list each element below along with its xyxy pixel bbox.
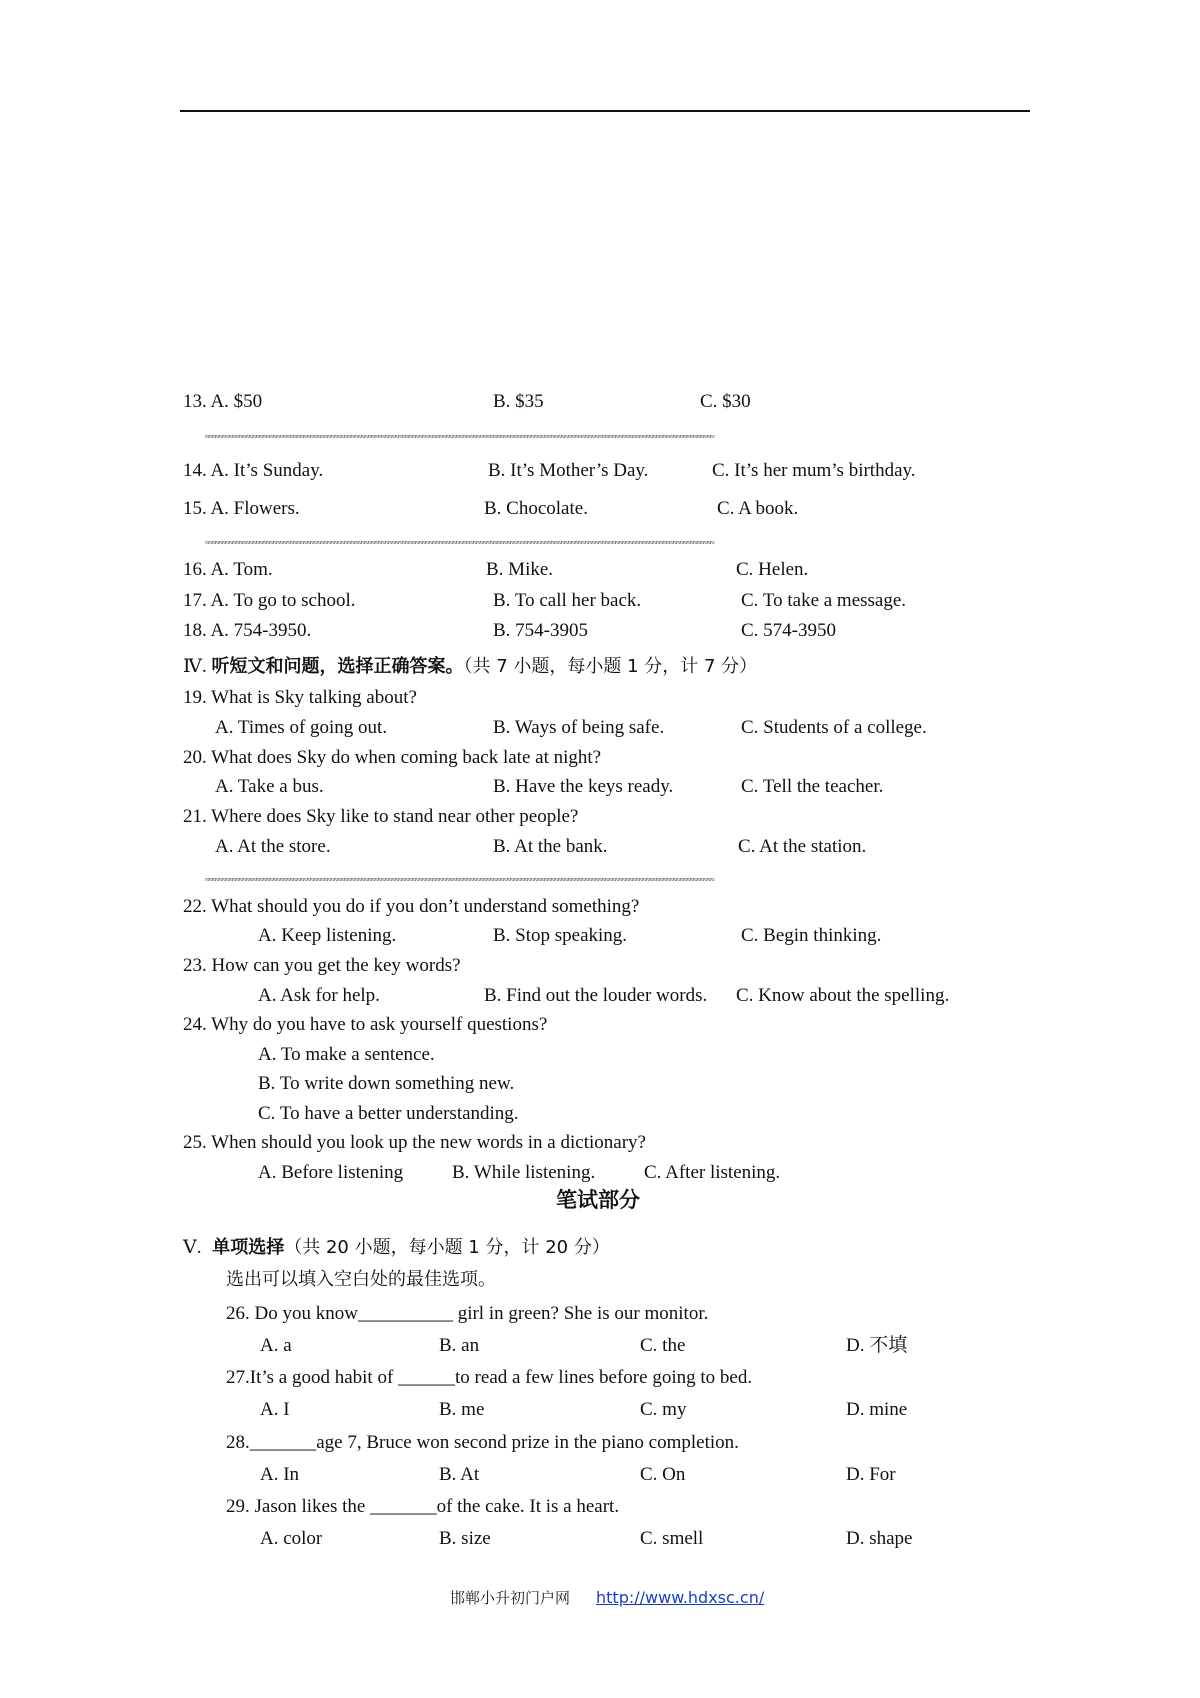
q23-option-c: C. Know about the spelling. [736, 985, 950, 1006]
q15-option-b: B. Chocolate. [484, 498, 588, 519]
q24-option-c: C. To have a better understanding. [258, 1103, 519, 1124]
q26-option-c: C. the [640, 1335, 686, 1356]
q20-question: 20. What does Sky do when coming back late at night? [183, 747, 602, 768]
q28-question: 28._______age 7, Bruce won second prize in the piano completion. [226, 1432, 739, 1453]
q16-option-c: C. Helen. [736, 559, 809, 580]
q24-option-b: B. To write down something new. [258, 1073, 515, 1094]
q14-option-a: 14. A. It’s Sunday. [183, 460, 324, 481]
q14-option-b: B. It’s Mother’s Day. [488, 460, 649, 481]
q16-option-a: 16. A. Tom. [183, 559, 273, 580]
q29-option-b: B. size [439, 1528, 491, 1549]
q21-question: 21. Where does Sky like to stand near other people? [183, 806, 579, 827]
section-5-number: Ⅴ. [183, 1237, 202, 1258]
q26-question: 26. Do you know__________ girl in green? She is our monitor. [226, 1303, 709, 1324]
page-footer [450, 1588, 764, 1609]
q24-question: 24. Why do you have to ask yourself questions? [183, 1014, 548, 1035]
wavy-divider: ≈≈≈≈≈≈≈≈≈≈≈≈≈≈≈≈≈≈≈≈≈≈≈≈≈≈≈≈≈≈≈≈≈≈≈≈≈≈≈≈≈≈≈≈≈≈≈≈≈≈≈≈≈≈≈≈≈≈≈≈≈≈≈≈≈≈≈≈≈≈≈≈≈≈≈≈≈≈≈≈≈≈≈≈≈≈≈≈≈≈≈≈≈≈≈≈≈≈≈≈≈≈≈≈≈≈≈≈≈≈≈≈≈≈≈≈≈≈≈≈≈≈≈≈≈≈≈≈≈≈≈≈≈≈≈≈≈≈≈≈≈≈≈≈≈≈≈≈≈≈ [205, 538, 714, 547]
q29-option-d: D. shape [846, 1528, 913, 1549]
q25-question: 25. When should you look up the new words in a dictionary? [183, 1132, 646, 1153]
q18-option-c: C. 574-3950 [741, 620, 836, 641]
section-4-title: 听短文和问题，选择正确答案。 [211, 656, 464, 677]
q23-option-b: B. Find out the louder words. [484, 985, 708, 1006]
q27-option-a: A. I [260, 1399, 290, 1420]
q23-question: 23. How can you get the key words? [183, 955, 461, 976]
section-5-note: （共 20 小题，每小题 1 分，计 20 分） [284, 1237, 610, 1258]
written-part-title: 笔试部分 [556, 1188, 640, 1212]
q28-option-b: B. At [439, 1464, 480, 1485]
q25-option-c: C. After listening. [644, 1162, 781, 1183]
q28-option-d: D. For [846, 1464, 896, 1485]
wavy-divider: ≈≈≈≈≈≈≈≈≈≈≈≈≈≈≈≈≈≈≈≈≈≈≈≈≈≈≈≈≈≈≈≈≈≈≈≈≈≈≈≈≈≈≈≈≈≈≈≈≈≈≈≈≈≈≈≈≈≈≈≈≈≈≈≈≈≈≈≈≈≈≈≈≈≈≈≈≈≈≈≈≈≈≈≈≈≈≈≈≈≈≈≈≈≈≈≈≈≈≈≈≈≈≈≈≈≈≈≈≈≈≈≈≈≈≈≈≈≈≈≈≈≈≈≈≈≈≈≈≈≈≈≈≈≈≈≈≈≈≈≈≈≈≈≈≈≈≈≈≈≈ [205, 432, 714, 441]
footer-site-name: 邯郸小升初门户网 [450, 1589, 571, 1607]
q29-question: 29. Jason likes the _______of the cake. It is a heart. [226, 1496, 620, 1517]
q17-option-c: C. To take a message. [741, 590, 907, 611]
q28-option-c: C. On [640, 1464, 686, 1485]
q20-option-b: B. Have the keys ready. [493, 776, 674, 797]
q19-option-c: C. Students of a college. [741, 717, 927, 738]
q22-option-c: C. Begin thinking. [741, 925, 882, 946]
q15-option-c: C. A book. [717, 498, 799, 519]
q13-option-a: 13. A. $50 [183, 391, 263, 412]
q24-option-a: A. To make a sentence. [258, 1044, 435, 1065]
q25-option-a: A. Before listening [258, 1162, 404, 1183]
q21-option-a: A. At the store. [215, 836, 331, 857]
section-4-heading [183, 655, 757, 679]
q20-option-c: C. Tell the teacher. [741, 776, 884, 797]
q17-option-b: B. To call her back. [493, 590, 642, 611]
q26-option-d: D. 不填 [846, 1335, 908, 1356]
section-5-heading [183, 1236, 610, 1260]
q22-option-b: B. Stop speaking. [493, 925, 628, 946]
q27-option-b: B. me [439, 1399, 485, 1420]
q27-question: 27.It’s a good habit of ______to read a few lines before going to bed. [226, 1367, 753, 1388]
q26-option-b: B. an [439, 1335, 480, 1356]
q14-option-c: C. It’s her mum’s birthday. [712, 460, 916, 481]
q13-option-c: C. $30 [700, 391, 751, 412]
q16-option-b: B. Mike. [486, 559, 554, 580]
section-5-instruction: 选出可以填入空白处的最佳选项。 [226, 1269, 496, 1290]
q27-option-d: D. mine [846, 1399, 908, 1420]
q15-option-a: 15. A. Flowers. [183, 498, 300, 519]
q17-option-a: 17. A. To go to school. [183, 590, 356, 611]
section-4-number: Ⅳ. [183, 656, 207, 677]
q22-option-a: A. Keep listening. [258, 925, 397, 946]
section-4-note: （共 7 小题，每小题 1 分，计 7 分） [463, 656, 758, 677]
q21-option-b: B. At the bank. [493, 836, 608, 857]
q27-option-c: C. my [640, 1399, 687, 1420]
q18-option-a: 18. A. 754-3950. [183, 620, 312, 641]
q19-option-a: A. Times of going out. [215, 717, 388, 738]
wavy-divider: ≈≈≈≈≈≈≈≈≈≈≈≈≈≈≈≈≈≈≈≈≈≈≈≈≈≈≈≈≈≈≈≈≈≈≈≈≈≈≈≈≈≈≈≈≈≈≈≈≈≈≈≈≈≈≈≈≈≈≈≈≈≈≈≈≈≈≈≈≈≈≈≈≈≈≈≈≈≈≈≈≈≈≈≈≈≈≈≈≈≈≈≈≈≈≈≈≈≈≈≈≈≈≈≈≈≈≈≈≈≈≈≈≈≈≈≈≈≈≈≈≈≈≈≈≈≈≈≈≈≈≈≈≈≈≈≈≈≈≈≈≈≈≈≈≈≈≈≈≈≈ [205, 875, 714, 884]
header-rule [180, 110, 1030, 112]
q29-option-c: C. smell [640, 1528, 704, 1549]
q28-option-a: A. In [260, 1464, 300, 1485]
q18-option-b: B. 754-3905 [493, 620, 588, 641]
section-5-title: 单项选择 [212, 1237, 285, 1258]
q29-option-a: A. color [260, 1528, 323, 1549]
q21-option-c: C. At the station. [738, 836, 867, 857]
footer-link[interactable]: http://www.hdxsc.cn/ [596, 1588, 765, 1607]
q19-option-b: B. Ways of being safe. [493, 717, 665, 738]
q19-question: 19. What is Sky talking about? [183, 687, 417, 708]
q22-question: 22. What should you do if you don’t understand something? [183, 896, 640, 917]
q25-option-b: B. While listening. [452, 1162, 596, 1183]
q23-option-a: A. Ask for help. [258, 985, 380, 1006]
q26-option-a: A. a [260, 1335, 292, 1356]
q13-option-b: B. $35 [493, 391, 544, 412]
q20-option-a: A. Take a bus. [215, 776, 324, 797]
